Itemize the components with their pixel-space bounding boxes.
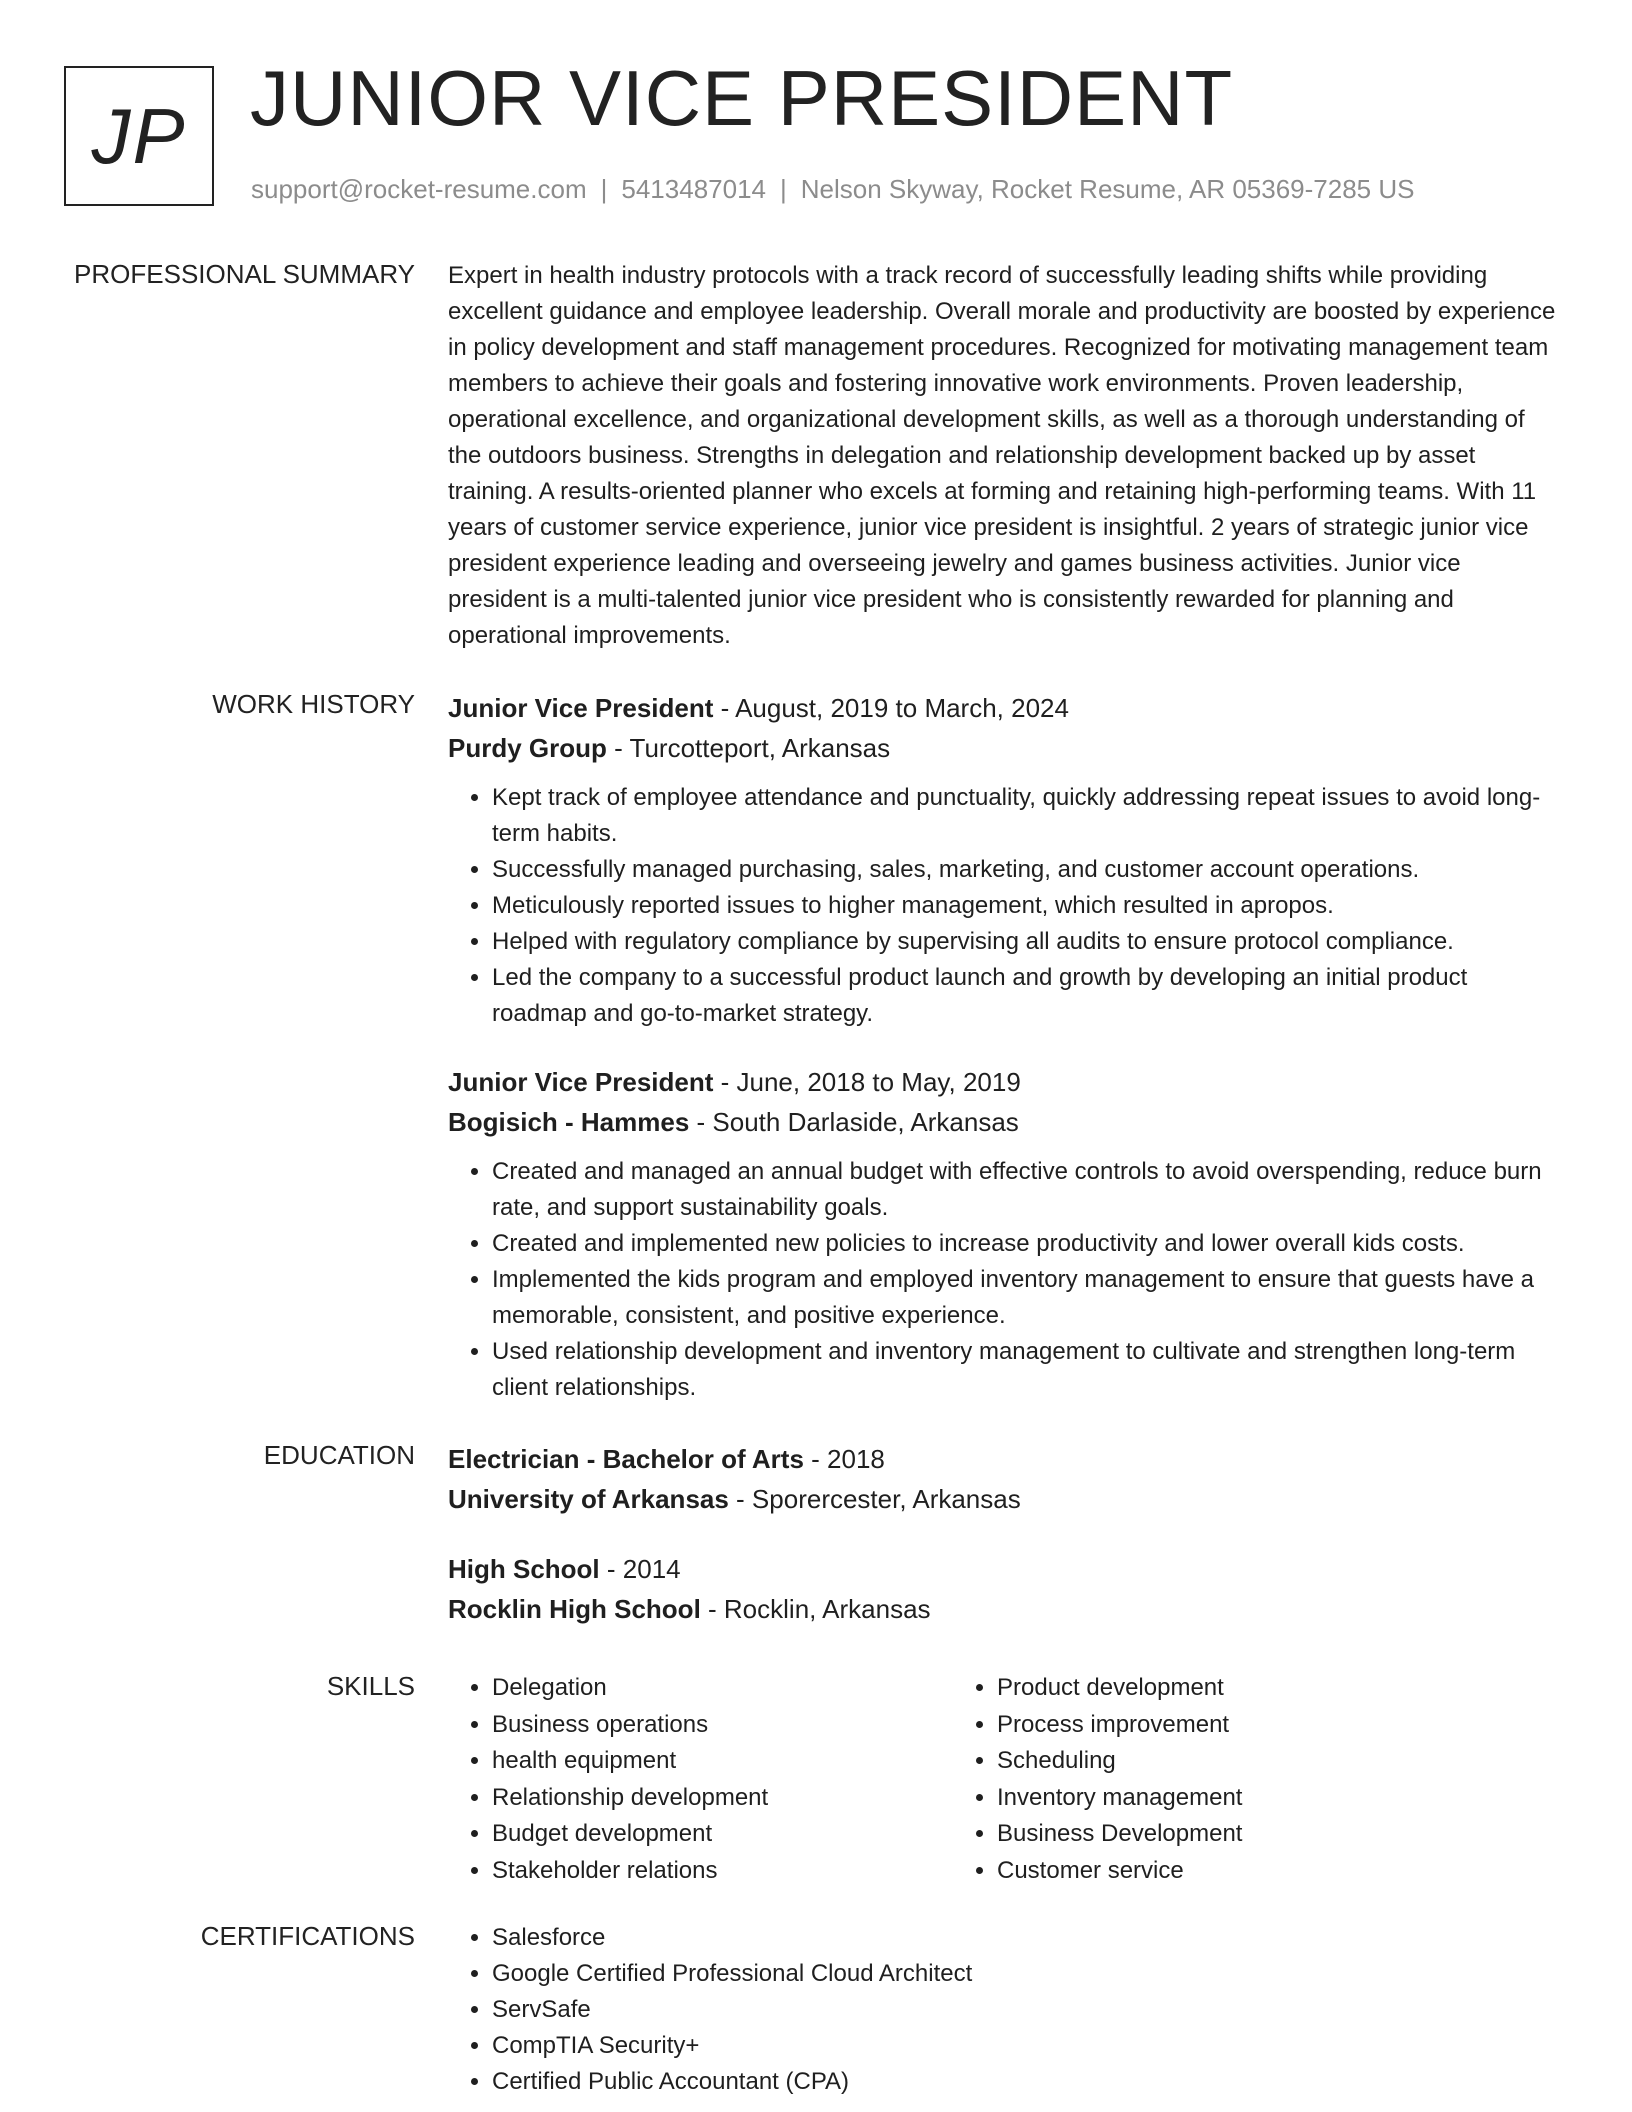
list-item: • Kept track of employee attendance and punctuality, quickly addressing repeat issues to avoid long-term habits.	[492, 780, 1563, 852]
section-label-education: EDUCATION	[263, 1440, 415, 1470]
job-title-line	[448, 1062, 1563, 1102]
job-location: - South Darlaside, Arkansas	[689, 1107, 1019, 1137]
job-entry	[448, 688, 1563, 1032]
list-item: • Implemented the kids program and employed inventory management to ensure that guests have a memorable, consistent, and positive experience.	[492, 1262, 1563, 1334]
section-label-skills: SKILLS	[326, 1671, 415, 1701]
list-item: • Certified Public Accountant (CPA)	[492, 2064, 1563, 2100]
list-item: • CompTIA Security+	[492, 2028, 1563, 2064]
list-item: • Delegation	[492, 1670, 953, 1707]
list-item: • Business Development	[997, 1816, 1458, 1853]
contact-address: Nelson Skyway, Rocket Resume, AR 05369-7285 US	[800, 174, 1415, 204]
contact-separator: |	[600, 174, 608, 204]
resume-name: JUNIOR VICE PRESIDENT	[250, 54, 1234, 142]
list-item: • Product development	[997, 1670, 1458, 1707]
skills-column-right	[953, 1670, 1458, 1889]
school: University of Arkansas	[448, 1484, 729, 1514]
skills-grid	[448, 1670, 1563, 1889]
job-title-line	[448, 688, 1563, 728]
list-item: • Scheduling	[997, 1743, 1458, 1780]
job-company-line	[448, 728, 1563, 768]
list-item: • Used relationship development and inventory management to cultivate and strengthen long-term client relationships.	[492, 1334, 1563, 1406]
skills-column-left	[448, 1670, 953, 1889]
job-bullets	[448, 780, 1563, 1032]
list-item: • ServSafe	[492, 1992, 1563, 2028]
school: Rocklin High School	[448, 1594, 701, 1624]
list-item: • Salesforce	[492, 1920, 1563, 1956]
job-entry	[448, 1062, 1563, 1406]
list-item: • Customer service	[997, 1853, 1458, 1890]
job-company: Bogisich - Hammes	[448, 1107, 690, 1137]
contact-email: support@rocket-resume.com	[251, 174, 587, 204]
contact-line	[251, 174, 1414, 205]
list-item: • Created and implemented new policies to increase productivity and lower overall kids costs.	[492, 1226, 1563, 1262]
school-location: - Rocklin, Arkansas	[700, 1594, 931, 1624]
contact-separator: |	[780, 174, 787, 204]
job-company: Purdy Group	[448, 733, 607, 763]
list-item: • Business operations	[492, 1707, 953, 1744]
list-item: • Stakeholder relations	[492, 1853, 953, 1890]
section-label-summary: PROFESSIONAL SUMMARY	[74, 259, 415, 289]
degree-year: - 2018	[803, 1444, 885, 1474]
school-location: - Sporercester, Arkansas	[728, 1484, 1021, 1514]
list-item: • Google Certified Professional Cloud Architect	[492, 1956, 1563, 1992]
certifications-list	[448, 1920, 1563, 2100]
education-entry	[448, 1549, 1563, 1629]
job-location: - Turcotteport, Arkansas	[606, 733, 891, 763]
school-line	[448, 1589, 1563, 1629]
job-dates: - August, 2019 to March, 2024	[713, 693, 1069, 723]
list-item: • Helped with regulatory compliance by supervising all audits to ensure protocol compliance.	[492, 924, 1563, 960]
degree-year: - 2014	[599, 1554, 681, 1584]
degree: Electrician - Bachelor of Arts	[448, 1444, 804, 1474]
job-title: Junior Vice President	[448, 693, 714, 723]
job-company-line	[448, 1102, 1563, 1142]
section-label-certifications: CERTIFICATIONS	[200, 1921, 415, 1951]
degree: High School	[448, 1554, 600, 1584]
job-dates: - June, 2018 to May, 2019	[713, 1067, 1021, 1097]
list-item: • Created and managed an annual budget with effective controls to avoid overspending, reduce burn rate, and support sustainability goals.	[492, 1154, 1563, 1226]
list-item: • Process improvement	[997, 1707, 1458, 1744]
list-item: • Budget development	[492, 1816, 953, 1853]
list-item: • Meticulously reported issues to higher management, which resulted in apropos.	[492, 888, 1563, 924]
degree-line	[448, 1549, 1563, 1589]
list-item: • Relationship development	[492, 1780, 953, 1817]
summary-text: Expert in health industry protocols with a track record of successfully leading shifts while providing excellent guidance and employee leadership. Overall morale and productivity are boosted by experience in policy development and staff management procedures. Recognized for motivating management team members to achieve their goals and fostering innovative work environments. Proven leadership, operational excellence, and organizational development skills, as well as a thorough understanding of the outdoors business. Strengths in delegation and relationship development backed up by asset training. A results-oriented planner who excels at forming and retaining high-performing teams. With 11 years of customer service experience, junior vice president is insightful. 2 years of strategic junior vice president experience leading and overseeing jewelry and games business activities. Junior vice president is a multi-talented junior vice president who is consistently rewarded for planning and operational improvements.	[448, 262, 1556, 649]
education-entry	[448, 1439, 1563, 1519]
degree-line	[448, 1439, 1563, 1479]
list-item: • Successfully managed purchasing, sales, marketing, and customer account operations.	[492, 852, 1563, 888]
job-title: Junior Vice President	[448, 1067, 714, 1097]
list-item: • Inventory management	[997, 1780, 1458, 1817]
school-line	[448, 1479, 1563, 1519]
list-item: • health equipment	[492, 1743, 953, 1780]
job-bullets	[448, 1154, 1563, 1406]
contact-phone: 5413487014	[621, 174, 766, 204]
list-item: • Led the company to a successful product launch and growth by developing an initial product roadmap and go-to-market strategy.	[492, 960, 1563, 1032]
initials-text: JP	[91, 91, 187, 180]
section-label-work: WORK HISTORY	[212, 689, 415, 719]
initials-monogram	[64, 66, 214, 206]
